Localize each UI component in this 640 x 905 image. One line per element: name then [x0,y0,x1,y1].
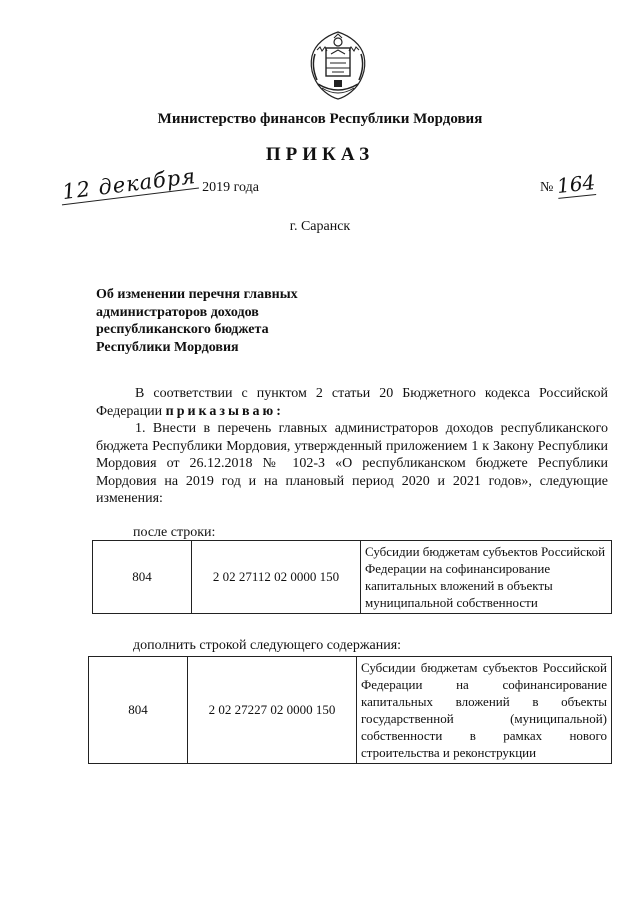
add-line-label: дополнить строкой следующего содержания: [133,638,402,653]
description-cell: Субсидии бюджетам субъектов Российской Федерации на софинансирование капитальных вложений в объекты муниципальной собственности [361,541,612,614]
handwritten-date: 12 декабря [59,164,199,206]
coat-of-arms-emblem [303,28,373,102]
body-paragraph-1 [96,385,608,420]
order-number [540,172,595,197]
number-prefix: № [540,180,554,195]
description-cell: Субсидии бюджетам субъектов Российской Федерации на софинансирование капитальных вложений в объекты государственной (муниципальной) собственности в рамках нового строительства и реконструкции [357,657,612,764]
subject-line: республиканского бюджета [96,322,269,338]
ministry-name: Министерство финансов Республики Мордовия [157,111,483,127]
order-body [96,385,608,508]
table-row [93,541,612,614]
income-code-cell: 2 02 27112 02 0000 150 [192,541,361,614]
original-row-table [92,540,612,614]
after-line-label: после строки: [133,525,216,540]
new-row-table [88,656,612,764]
order-year: 2019 года [202,180,259,195]
order-title: ПРИКАЗ [265,144,375,165]
subject-line: администраторов доходов [96,304,259,320]
body-paragraph-2: 1. Внести в перечень главных администраторов доходов республиканского бюджета Республики Мордовия, утвержденный приложением 1 к Закону Республики Мордовия от 26.12.2018 № 102-З «О республиканском бюджете Республики Мордовия на 2019 год и на плановый период 2020 и 2021 годов», следующие изменения: [96,421,608,506]
order-date [60,163,259,205]
subject-line: Об изменении перечня главных [96,287,298,302]
paragraph-text: В соответствии с пунктом 2 статьи 20 Бюджетного кодекса Российской Федерации [96,386,608,419]
handwritten-number: 164 [555,170,597,198]
subject-line: Республики Мордовия [96,339,239,355]
city: г. Саранск [289,219,351,234]
income-code-cell: 2 02 27227 02 0000 150 [188,657,357,764]
table-row [89,657,612,764]
order-subject [96,286,356,356]
admin-code-cell: 804 [89,657,188,764]
command-word: приказываю: [165,403,284,419]
admin-code-cell: 804 [93,541,192,614]
